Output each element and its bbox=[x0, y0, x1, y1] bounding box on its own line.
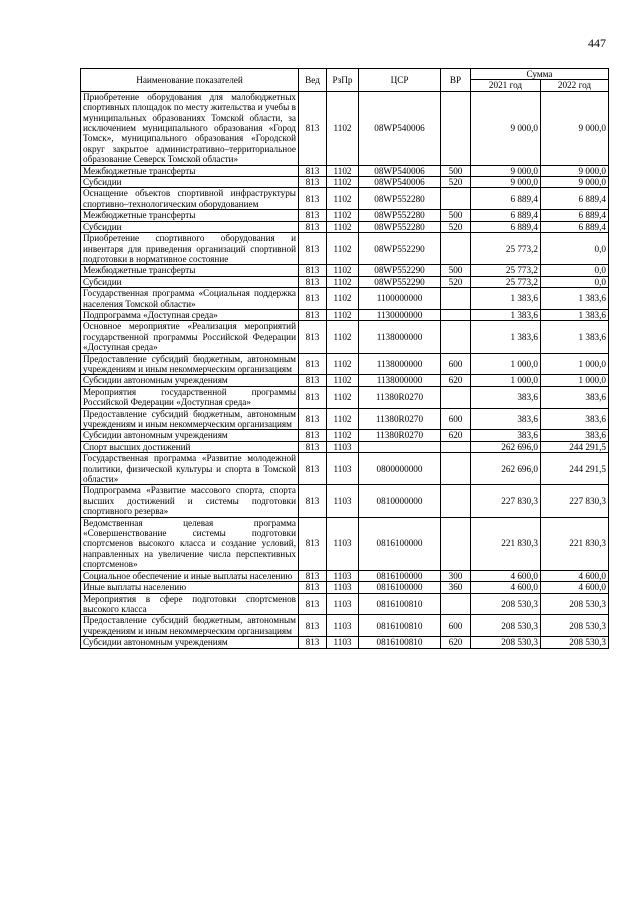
cell-csr: 08WP552290 bbox=[359, 276, 441, 287]
cell-vr: 600 bbox=[441, 615, 471, 637]
cell-csr: 0816100000 bbox=[359, 517, 441, 570]
cell-sum-2022: 208 530,3 bbox=[541, 637, 609, 648]
cell-vr: 300 bbox=[441, 570, 471, 581]
cell-name: Субсидии автономным учреждениям bbox=[81, 375, 299, 386]
table-row bbox=[81, 408, 609, 430]
cell-vr bbox=[441, 321, 471, 353]
header-name: Наименование показателей bbox=[81, 69, 299, 92]
cell-sum-2021: 4 600,0 bbox=[471, 582, 541, 593]
cell-name: Межбюджетные трансферты bbox=[81, 265, 299, 276]
cell-name: Оснащение объектов спортивной инфраструктуры спортивно–технологическим оборудованием bbox=[81, 188, 299, 210]
cell-vr: 600 bbox=[441, 408, 471, 430]
cell-csr: 11380R0270 bbox=[359, 386, 441, 408]
cell-name: Субсидии автономным учреждениям bbox=[81, 637, 299, 648]
cell-sum-2021: 1 000,0 bbox=[471, 353, 541, 375]
cell-csr: 08WP552290 bbox=[359, 233, 441, 265]
cell-csr: 08WP552280 bbox=[359, 210, 441, 221]
cell-ved: 813 bbox=[299, 321, 327, 353]
cell-sum-2021: 383,6 bbox=[471, 408, 541, 430]
cell-csr: 08WP552290 bbox=[359, 265, 441, 276]
cell-rzpr: 1103 bbox=[327, 637, 359, 648]
cell-vr: 500 bbox=[441, 210, 471, 221]
header-sum: Сумма bbox=[471, 69, 609, 80]
cell-rzpr: 1102 bbox=[327, 408, 359, 430]
cell-name: Субсидии автономным учреждениям bbox=[81, 430, 299, 441]
cell-name: Субсидии bbox=[81, 276, 299, 287]
cell-vr: 620 bbox=[441, 637, 471, 648]
cell-vr: 520 bbox=[441, 177, 471, 188]
table-row bbox=[81, 288, 609, 310]
cell-vr bbox=[441, 453, 471, 485]
table-row bbox=[81, 386, 609, 408]
table-row bbox=[81, 91, 609, 165]
cell-sum-2021: 208 530,3 bbox=[471, 615, 541, 637]
cell-csr: 11380R0270 bbox=[359, 408, 441, 430]
cell-csr: 11380R0270 bbox=[359, 430, 441, 441]
cell-vr bbox=[441, 517, 471, 570]
cell-rzpr: 1102 bbox=[327, 233, 359, 265]
cell-rzpr: 1102 bbox=[327, 265, 359, 276]
cell-vr: 620 bbox=[441, 375, 471, 386]
cell-sum-2022: 9 000,0 bbox=[541, 165, 609, 176]
header-ved: Вед bbox=[299, 69, 327, 92]
table-row bbox=[81, 570, 609, 581]
cell-ved: 813 bbox=[299, 233, 327, 265]
cell-sum-2021: 1 383,6 bbox=[471, 321, 541, 353]
cell-ved: 813 bbox=[299, 276, 327, 287]
cell-ved: 813 bbox=[299, 177, 327, 188]
table-row bbox=[81, 165, 609, 176]
header-rzpr: РзПр bbox=[327, 69, 359, 92]
cell-sum-2022: 6 889,4 bbox=[541, 221, 609, 232]
cell-sum-2022: 4 600,0 bbox=[541, 582, 609, 593]
cell-sum-2021: 208 530,3 bbox=[471, 637, 541, 648]
cell-ved: 813 bbox=[299, 221, 327, 232]
cell-rzpr: 1102 bbox=[327, 288, 359, 310]
cell-name: Подпрограмма «Развитие массового спорта, спорта высших достижений и системы подготовки спортивного резерва» bbox=[81, 485, 299, 517]
cell-csr: 1138000000 bbox=[359, 321, 441, 353]
table-row bbox=[81, 485, 609, 517]
cell-name: Межбюджетные трансферты bbox=[81, 210, 299, 221]
table-row bbox=[81, 582, 609, 593]
cell-ved: 813 bbox=[299, 165, 327, 176]
cell-rzpr: 1103 bbox=[327, 441, 359, 452]
cell-rzpr: 1102 bbox=[327, 321, 359, 353]
cell-vr bbox=[441, 485, 471, 517]
cell-rzpr: 1102 bbox=[327, 353, 359, 375]
cell-name: Мероприятия в сфере подготовки спортсменов высокого класса bbox=[81, 593, 299, 615]
cell-sum-2022: 6 889,4 bbox=[541, 188, 609, 210]
cell-name: Ведомственная целевая программа «Совершенствование системы подготовки спортсменов высокого класса и создание условий, направленных на увеличение числа перспективных спортсменов» bbox=[81, 517, 299, 570]
table-row bbox=[81, 265, 609, 276]
cell-sum-2021: 262 696,0 bbox=[471, 441, 541, 452]
cell-rzpr: 1102 bbox=[327, 276, 359, 287]
cell-csr: 0816100810 bbox=[359, 615, 441, 637]
cell-sum-2021: 262 696,0 bbox=[471, 453, 541, 485]
cell-ved: 813 bbox=[299, 353, 327, 375]
cell-sum-2021: 6 889,4 bbox=[471, 188, 541, 210]
cell-sum-2022: 1 383,6 bbox=[541, 321, 609, 353]
table-body bbox=[81, 91, 609, 648]
table-row bbox=[81, 221, 609, 232]
cell-sum-2021: 1 383,6 bbox=[471, 288, 541, 310]
table-row bbox=[81, 309, 609, 320]
table-row bbox=[81, 353, 609, 375]
cell-name: Иные выплаты населению bbox=[81, 582, 299, 593]
table-row bbox=[81, 615, 609, 637]
cell-vr: 360 bbox=[441, 582, 471, 593]
cell-rzpr: 1102 bbox=[327, 91, 359, 165]
cell-vr: 500 bbox=[441, 165, 471, 176]
cell-sum-2022: 244 291,5 bbox=[541, 453, 609, 485]
cell-sum-2022: 383,6 bbox=[541, 430, 609, 441]
cell-name: Предоставление субсидий бюджетным, автономным учреждениям и иным некоммерческим организациям bbox=[81, 615, 299, 637]
cell-vr bbox=[441, 91, 471, 165]
cell-rzpr: 1103 bbox=[327, 615, 359, 637]
cell-name: Социальное обеспечение и иные выплаты населению bbox=[81, 570, 299, 581]
table-row bbox=[81, 177, 609, 188]
cell-ved: 813 bbox=[299, 453, 327, 485]
cell-vr bbox=[441, 386, 471, 408]
cell-name: Субсидии bbox=[81, 221, 299, 232]
header-vr: ВР bbox=[441, 69, 471, 92]
cell-sum-2021: 25 773,2 bbox=[471, 233, 541, 265]
cell-csr bbox=[359, 441, 441, 452]
cell-sum-2021: 25 773,2 bbox=[471, 276, 541, 287]
cell-sum-2022: 1 383,6 bbox=[541, 288, 609, 310]
cell-ved: 813 bbox=[299, 430, 327, 441]
cell-name: Основное мероприятие «Реализация мероприятий государственной программы Российской Федерации «Доступная среда» bbox=[81, 321, 299, 353]
cell-vr: 600 bbox=[441, 353, 471, 375]
cell-rzpr: 1103 bbox=[327, 485, 359, 517]
cell-sum-2021: 1 000,0 bbox=[471, 375, 541, 386]
cell-sum-2022: 0,0 bbox=[541, 276, 609, 287]
table-row bbox=[81, 453, 609, 485]
cell-ved: 813 bbox=[299, 265, 327, 276]
cell-name: Государственная программа «Развитие молодежной политики, физической культуры и спорта в Томской области» bbox=[81, 453, 299, 485]
table-row bbox=[81, 321, 609, 353]
cell-csr: 0816100810 bbox=[359, 593, 441, 615]
cell-name: Субсидии bbox=[81, 177, 299, 188]
table-row bbox=[81, 233, 609, 265]
cell-sum-2021: 221 830,3 bbox=[471, 517, 541, 570]
cell-ved: 813 bbox=[299, 309, 327, 320]
cell-sum-2021: 9 000,0 bbox=[471, 165, 541, 176]
cell-sum-2022: 227 830,3 bbox=[541, 485, 609, 517]
table-row bbox=[81, 375, 609, 386]
cell-rzpr: 1102 bbox=[327, 375, 359, 386]
cell-sum-2022: 383,6 bbox=[541, 408, 609, 430]
cell-sum-2021: 208 530,3 bbox=[471, 593, 541, 615]
header-year-2021: 2021 год bbox=[471, 80, 541, 91]
cell-sum-2022: 208 530,3 bbox=[541, 615, 609, 637]
cell-ved: 813 bbox=[299, 288, 327, 310]
header-csr: ЦСР bbox=[359, 69, 441, 92]
cell-sum-2022: 221 830,3 bbox=[541, 517, 609, 570]
cell-sum-2021: 9 000,0 bbox=[471, 177, 541, 188]
table-row bbox=[81, 637, 609, 648]
cell-name: Предоставление субсидий бюджетным, автономным учреждениям и иным некоммерческим организациям bbox=[81, 408, 299, 430]
cell-sum-2021: 25 773,2 bbox=[471, 265, 541, 276]
cell-sum-2022: 9 000,0 bbox=[541, 91, 609, 165]
cell-name: Спорт высших достижений bbox=[81, 441, 299, 452]
cell-rzpr: 1102 bbox=[327, 221, 359, 232]
cell-sum-2022: 244 291,5 bbox=[541, 441, 609, 452]
cell-csr: 0816100810 bbox=[359, 637, 441, 648]
cell-ved: 813 bbox=[299, 637, 327, 648]
cell-vr: 500 bbox=[441, 265, 471, 276]
cell-ved: 813 bbox=[299, 91, 327, 165]
cell-sum-2021: 6 889,4 bbox=[471, 221, 541, 232]
cell-sum-2022: 0,0 bbox=[541, 265, 609, 276]
cell-vr: 520 bbox=[441, 221, 471, 232]
cell-vr: 620 bbox=[441, 430, 471, 441]
cell-ved: 813 bbox=[299, 408, 327, 430]
cell-csr: 1138000000 bbox=[359, 353, 441, 375]
cell-rzpr: 1102 bbox=[327, 386, 359, 408]
cell-sum-2022: 1 383,6 bbox=[541, 309, 609, 320]
cell-sum-2022: 1 000,0 bbox=[541, 353, 609, 375]
cell-vr bbox=[441, 593, 471, 615]
cell-rzpr: 1102 bbox=[327, 430, 359, 441]
cell-csr: 08WP540006 bbox=[359, 177, 441, 188]
cell-ved: 813 bbox=[299, 570, 327, 581]
cell-vr bbox=[441, 288, 471, 310]
cell-rzpr: 1103 bbox=[327, 593, 359, 615]
cell-csr: 1130000000 bbox=[359, 309, 441, 320]
cell-csr: 08WP540006 bbox=[359, 91, 441, 165]
table-row bbox=[81, 188, 609, 210]
cell-name: Межбюджетные трансферты bbox=[81, 165, 299, 176]
cell-rzpr: 1102 bbox=[327, 210, 359, 221]
cell-vr: 520 bbox=[441, 276, 471, 287]
cell-sum-2021: 383,6 bbox=[471, 430, 541, 441]
cell-vr bbox=[441, 441, 471, 452]
cell-csr: 08WP552280 bbox=[359, 188, 441, 210]
cell-rzpr: 1103 bbox=[327, 582, 359, 593]
cell-ved: 813 bbox=[299, 593, 327, 615]
cell-name: Приобретение спортивного оборудования и инвентаря для приведения организаций спортивной подготовки в нормативное состояние bbox=[81, 233, 299, 265]
cell-sum-2022: 383,6 bbox=[541, 386, 609, 408]
cell-ved: 813 bbox=[299, 210, 327, 221]
cell-name: Мероприятия государственной программы Российской Федерации «Доступная среда» bbox=[81, 386, 299, 408]
cell-ved: 813 bbox=[299, 386, 327, 408]
header-year-2022: 2022 год bbox=[541, 80, 609, 91]
table-row bbox=[81, 430, 609, 441]
cell-ved: 813 bbox=[299, 517, 327, 570]
cell-sum-2022: 6 889,4 bbox=[541, 210, 609, 221]
table-header bbox=[81, 69, 609, 92]
cell-sum-2021: 6 889,4 bbox=[471, 210, 541, 221]
budget-table bbox=[80, 68, 609, 649]
cell-name: Приобретение оборудования для малобюджетных спортивных площадок по месту жительства и учебы в муниципальных образованиях Томской области, за исключением муниципального образования «Город Томск», муниципального образования «Городской округ закрытое административно–территориальное образование Северск Томской области» bbox=[81, 91, 299, 165]
cell-sum-2021: 4 600,0 bbox=[471, 570, 541, 581]
cell-ved: 813 bbox=[299, 485, 327, 517]
cell-csr: 0816100000 bbox=[359, 570, 441, 581]
cell-sum-2022: 4 600,0 bbox=[541, 570, 609, 581]
cell-name: Предоставление субсидий бюджетным, автономным учреждениям и иным некоммерческим организациям bbox=[81, 353, 299, 375]
table-row bbox=[81, 517, 609, 570]
cell-sum-2022: 1 000,0 bbox=[541, 375, 609, 386]
cell-rzpr: 1103 bbox=[327, 570, 359, 581]
cell-csr: 1100000000 bbox=[359, 288, 441, 310]
cell-csr: 0810000000 bbox=[359, 485, 441, 517]
cell-ved: 813 bbox=[299, 375, 327, 386]
cell-ved: 813 bbox=[299, 615, 327, 637]
cell-sum-2021: 227 830,3 bbox=[471, 485, 541, 517]
cell-name: Государственная программа «Социальная поддержка населения Томской области» bbox=[81, 288, 299, 310]
table-row bbox=[81, 210, 609, 221]
cell-sum-2022: 9 000,0 bbox=[541, 177, 609, 188]
page-number: 447 bbox=[588, 36, 606, 50]
cell-csr: 1138000000 bbox=[359, 375, 441, 386]
cell-name: Подпрограмма «Доступная среда» bbox=[81, 309, 299, 320]
cell-sum-2022: 0,0 bbox=[541, 233, 609, 265]
cell-ved: 813 bbox=[299, 582, 327, 593]
cell-rzpr: 1102 bbox=[327, 188, 359, 210]
cell-sum-2021: 9 000,0 bbox=[471, 91, 541, 165]
cell-vr bbox=[441, 188, 471, 210]
cell-rzpr: 1102 bbox=[327, 309, 359, 320]
table-row bbox=[81, 441, 609, 452]
cell-sum-2021: 1 383,6 bbox=[471, 309, 541, 320]
cell-csr: 08WP552280 bbox=[359, 221, 441, 232]
cell-rzpr: 1103 bbox=[327, 517, 359, 570]
cell-sum-2022: 208 530,3 bbox=[541, 593, 609, 615]
cell-vr bbox=[441, 233, 471, 265]
table-row bbox=[81, 593, 609, 615]
cell-csr: 0816100000 bbox=[359, 582, 441, 593]
cell-csr: 08WP540006 bbox=[359, 165, 441, 176]
cell-rzpr: 1102 bbox=[327, 165, 359, 176]
cell-rzpr: 1102 bbox=[327, 177, 359, 188]
cell-ved: 813 bbox=[299, 188, 327, 210]
cell-sum-2021: 383,6 bbox=[471, 386, 541, 408]
table-row bbox=[81, 276, 609, 287]
cell-csr: 0800000000 bbox=[359, 453, 441, 485]
cell-ved: 813 bbox=[299, 441, 327, 452]
cell-vr bbox=[441, 309, 471, 320]
cell-rzpr: 1103 bbox=[327, 453, 359, 485]
